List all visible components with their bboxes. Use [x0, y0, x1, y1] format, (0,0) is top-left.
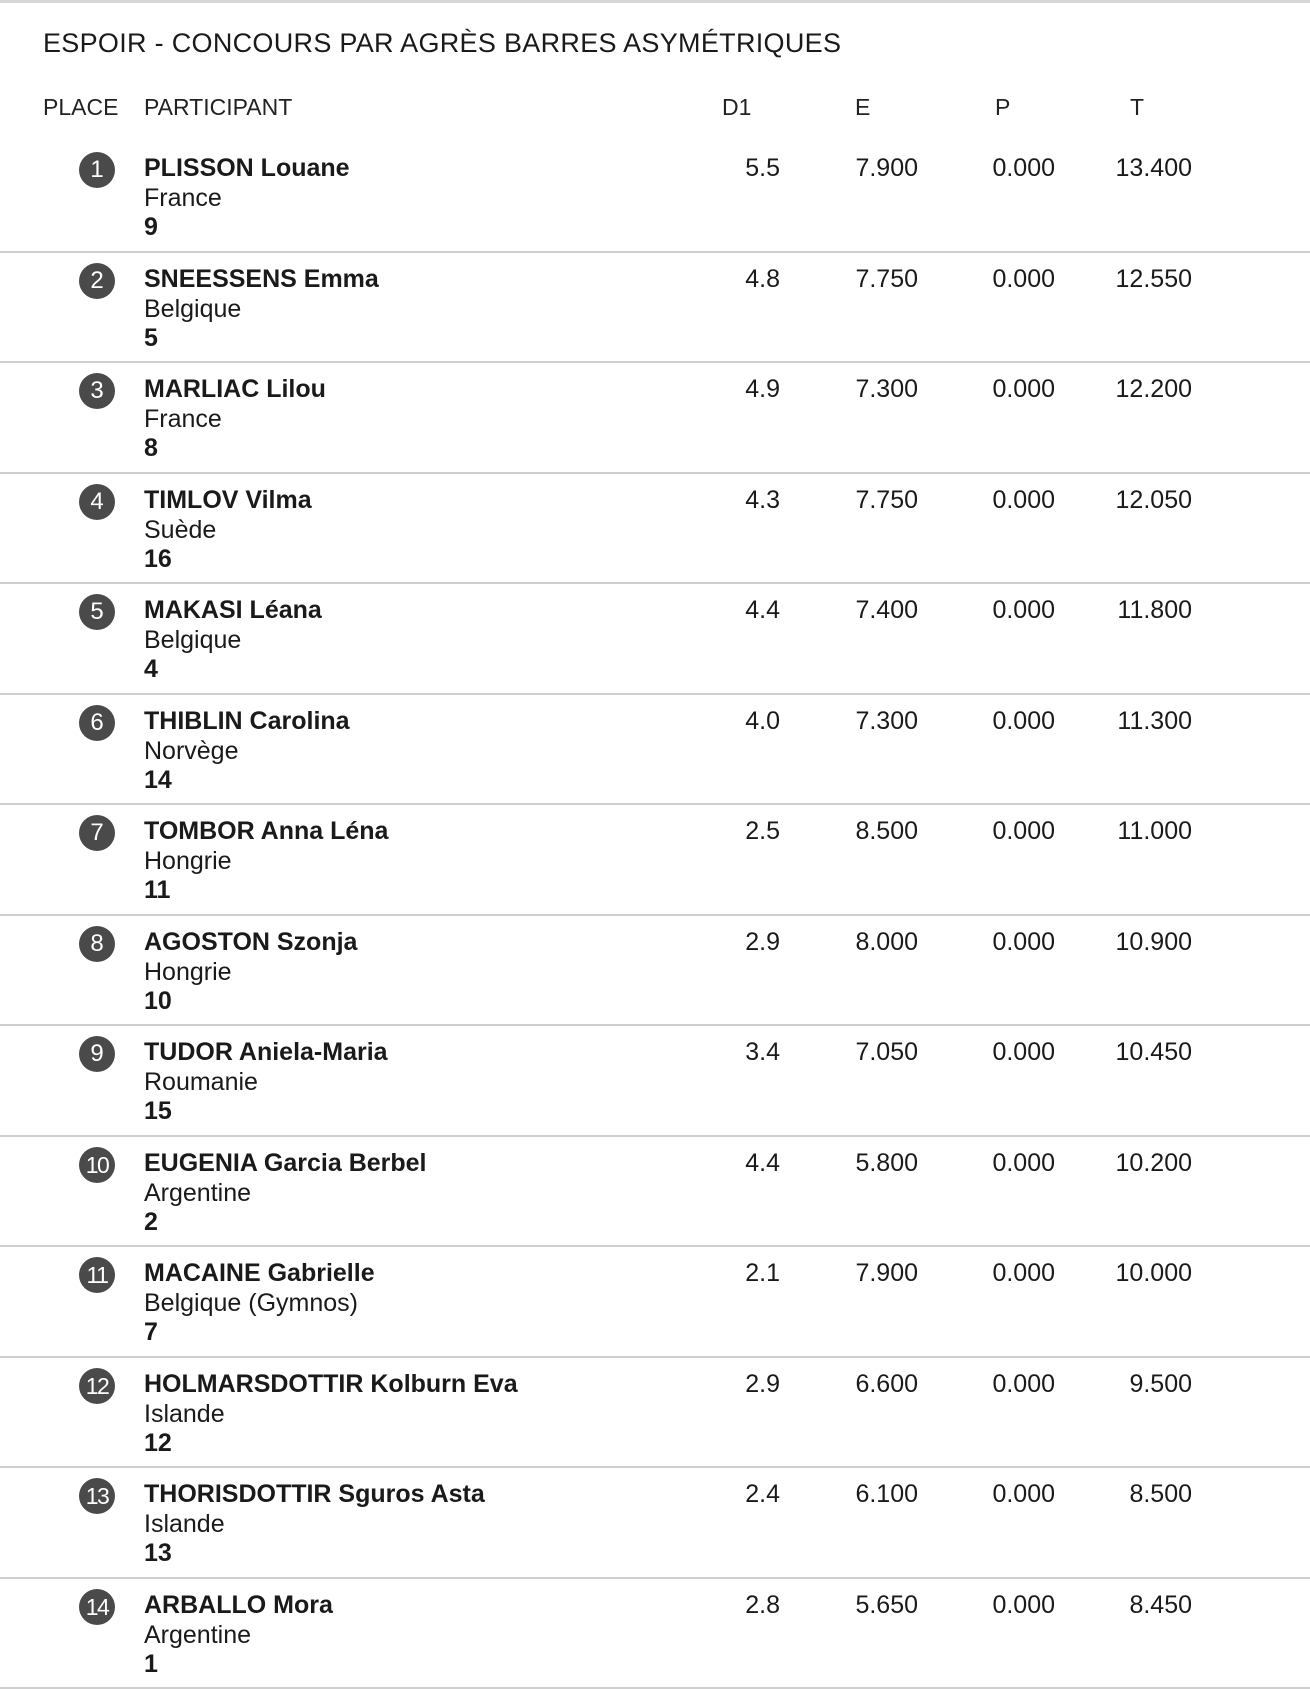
table-row[interactable] [0, 1247, 1310, 1358]
participant-name[interactable]: SNEESSENS Emma [144, 265, 379, 294]
score-p: 0.000 [992, 1149, 1055, 1178]
score-d1: 2.4 [745, 1480, 780, 1509]
results-table [0, 142, 1310, 1689]
participant-country: Belgique (Gymnos) [144, 1289, 358, 1318]
participant-country: Hongrie [144, 847, 232, 876]
participant-country: Islande [144, 1510, 225, 1539]
table-row[interactable] [0, 363, 1310, 474]
column-header-e[interactable]: E [855, 94, 870, 121]
score-d1: 4.9 [745, 375, 780, 404]
score-e: 7.750 [855, 265, 918, 294]
score-e: 7.050 [855, 1038, 918, 1067]
place-badge: 4 [79, 484, 115, 520]
participant-name[interactable]: TOMBOR Anna Léna [144, 817, 388, 846]
score-p: 0.000 [992, 1370, 1055, 1399]
score-p: 0.000 [992, 707, 1055, 736]
participant-name[interactable]: AGOSTON Szonja [144, 928, 357, 957]
table-row[interactable] [0, 695, 1310, 806]
score-total: 8.500 [1129, 1480, 1192, 1509]
participant-name[interactable]: THORISDOTTIR Sguros Asta [144, 1480, 485, 1509]
score-e: 6.100 [855, 1480, 918, 1509]
participant-name[interactable]: HOLMARSDOTTIR Kolburn Eva [144, 1370, 518, 1399]
score-e: 6.600 [855, 1370, 918, 1399]
score-d1: 4.0 [745, 707, 780, 736]
score-d1: 2.5 [745, 817, 780, 846]
place-badge: 12 [79, 1368, 115, 1404]
score-e: 8.000 [855, 928, 918, 957]
score-p: 0.000 [992, 596, 1055, 625]
place-badge: 10 [79, 1147, 115, 1183]
participant-country: Belgique [144, 295, 241, 324]
participant-number: 2 [144, 1208, 158, 1237]
participant-number: 12 [144, 1429, 172, 1458]
score-e: 5.800 [855, 1149, 918, 1178]
participant-name[interactable]: THIBLIN Carolina [144, 707, 350, 736]
participant-name[interactable]: MACAINE Gabrielle [144, 1259, 375, 1288]
column-header-p[interactable]: P [995, 94, 1010, 121]
score-p: 0.000 [992, 154, 1055, 183]
place-badge: 9 [79, 1036, 115, 1072]
place-badge: 1 [79, 152, 115, 188]
score-d1: 2.8 [745, 1591, 780, 1620]
score-total: 11.800 [1117, 596, 1192, 625]
column-header-place[interactable]: PLACE [43, 94, 118, 121]
score-d1: 4.4 [745, 1149, 780, 1178]
score-total: 9.500 [1129, 1370, 1192, 1399]
score-total: 12.050 [1116, 486, 1192, 515]
participant-number: 1 [144, 1650, 158, 1679]
table-row[interactable] [0, 916, 1310, 1027]
participant-country: Belgique [144, 626, 241, 655]
participant-name[interactable]: ARBALLO Mora [144, 1591, 333, 1620]
participant-number: 10 [144, 987, 172, 1016]
score-e: 7.900 [855, 1259, 918, 1288]
score-e: 7.400 [855, 596, 918, 625]
participant-country: Argentine [144, 1179, 251, 1208]
participant-number: 15 [144, 1097, 172, 1126]
column-header-participant[interactable]: PARTICIPANT [144, 94, 292, 121]
place-badge: 13 [79, 1478, 115, 1514]
score-total: 10.450 [1116, 1038, 1192, 1067]
table-row[interactable] [0, 1026, 1310, 1137]
participant-name[interactable]: MARLIAC Lilou [144, 375, 326, 404]
score-e: 7.300 [855, 707, 918, 736]
table-row[interactable] [0, 1468, 1310, 1579]
score-total: 11.300 [1117, 707, 1192, 736]
top-divider [0, 0, 1310, 3]
participant-name[interactable]: EUGENIA Garcia Berbel [144, 1149, 427, 1178]
score-total: 12.200 [1116, 375, 1192, 404]
score-e: 7.750 [855, 486, 918, 515]
score-d1: 2.1 [745, 1259, 780, 1288]
participant-number: 5 [144, 324, 158, 353]
table-header [0, 94, 1310, 124]
participant-number: 8 [144, 434, 158, 463]
place-badge: 8 [79, 926, 115, 962]
table-row[interactable] [0, 1579, 1310, 1689]
place-badge: 7 [79, 815, 115, 851]
place-badge: 14 [79, 1589, 115, 1625]
score-p: 0.000 [992, 1259, 1055, 1288]
score-e: 8.500 [855, 817, 918, 846]
participant-number: 9 [144, 213, 158, 242]
participant-name[interactable]: MAKASI Léana [144, 596, 322, 625]
participant-name[interactable]: TIMLOV Vilma [144, 486, 312, 515]
participant-country: France [144, 405, 222, 434]
column-header-t[interactable]: T [1130, 94, 1144, 121]
participant-number: 11 [144, 876, 170, 905]
score-d1: 4.3 [745, 486, 780, 515]
score-p: 0.000 [992, 1038, 1055, 1067]
participant-country: Norvège [144, 737, 239, 766]
participant-country: Islande [144, 1400, 225, 1429]
score-p: 0.000 [992, 1480, 1055, 1509]
participant-country: Roumanie [144, 1068, 258, 1097]
score-d1: 2.9 [745, 928, 780, 957]
page-title: ESPOIR - CONCOURS PAR AGRÈS BARRES ASYMÉTRIQUES [43, 28, 841, 59]
score-e: 7.300 [855, 375, 918, 404]
table-row[interactable] [0, 253, 1310, 364]
score-p: 0.000 [992, 928, 1055, 957]
score-d1: 5.5 [745, 154, 780, 183]
score-total: 10.000 [1116, 1259, 1192, 1288]
table-row[interactable] [0, 584, 1310, 695]
participant-country: France [144, 184, 222, 213]
participant-country: Suède [144, 516, 216, 545]
table-row[interactable] [0, 805, 1310, 916]
place-badge: 2 [79, 263, 115, 299]
place-badge: 5 [79, 594, 115, 630]
table-row[interactable] [0, 142, 1310, 253]
participant-number: 13 [144, 1539, 172, 1568]
score-e: 7.900 [855, 154, 918, 183]
score-total: 13.400 [1116, 154, 1192, 183]
table-row[interactable] [0, 474, 1310, 585]
score-p: 0.000 [992, 375, 1055, 404]
score-p: 0.000 [992, 817, 1055, 846]
place-badge: 6 [79, 705, 115, 741]
participant-country: Argentine [144, 1621, 251, 1650]
score-e: 5.650 [855, 1591, 918, 1620]
participant-name[interactable]: TUDOR Aniela-Maria [144, 1038, 388, 1067]
score-total: 10.900 [1116, 928, 1192, 957]
participant-number: 7 [144, 1318, 158, 1347]
score-d1: 4.8 [745, 265, 780, 294]
score-total: 11.000 [1117, 817, 1192, 846]
place-badge: 3 [79, 373, 115, 409]
place-badge: 11 [79, 1257, 115, 1293]
participant-number: 16 [144, 545, 172, 574]
score-total: 10.200 [1116, 1149, 1192, 1178]
participant-name[interactable]: PLISSON Louane [144, 154, 350, 183]
score-d1: 2.9 [745, 1370, 780, 1399]
score-d1: 3.4 [745, 1038, 780, 1067]
participant-number: 14 [144, 766, 172, 795]
column-header-d1[interactable]: D1 [722, 94, 751, 121]
score-p: 0.000 [992, 1591, 1055, 1620]
score-p: 0.000 [992, 486, 1055, 515]
table-row[interactable] [0, 1358, 1310, 1469]
table-row[interactable] [0, 1137, 1310, 1248]
score-d1: 4.4 [745, 596, 780, 625]
score-total: 12.550 [1116, 265, 1192, 294]
score-p: 0.000 [992, 265, 1055, 294]
participant-country: Hongrie [144, 958, 232, 987]
score-total: 8.450 [1129, 1591, 1192, 1620]
participant-number: 4 [144, 655, 158, 684]
